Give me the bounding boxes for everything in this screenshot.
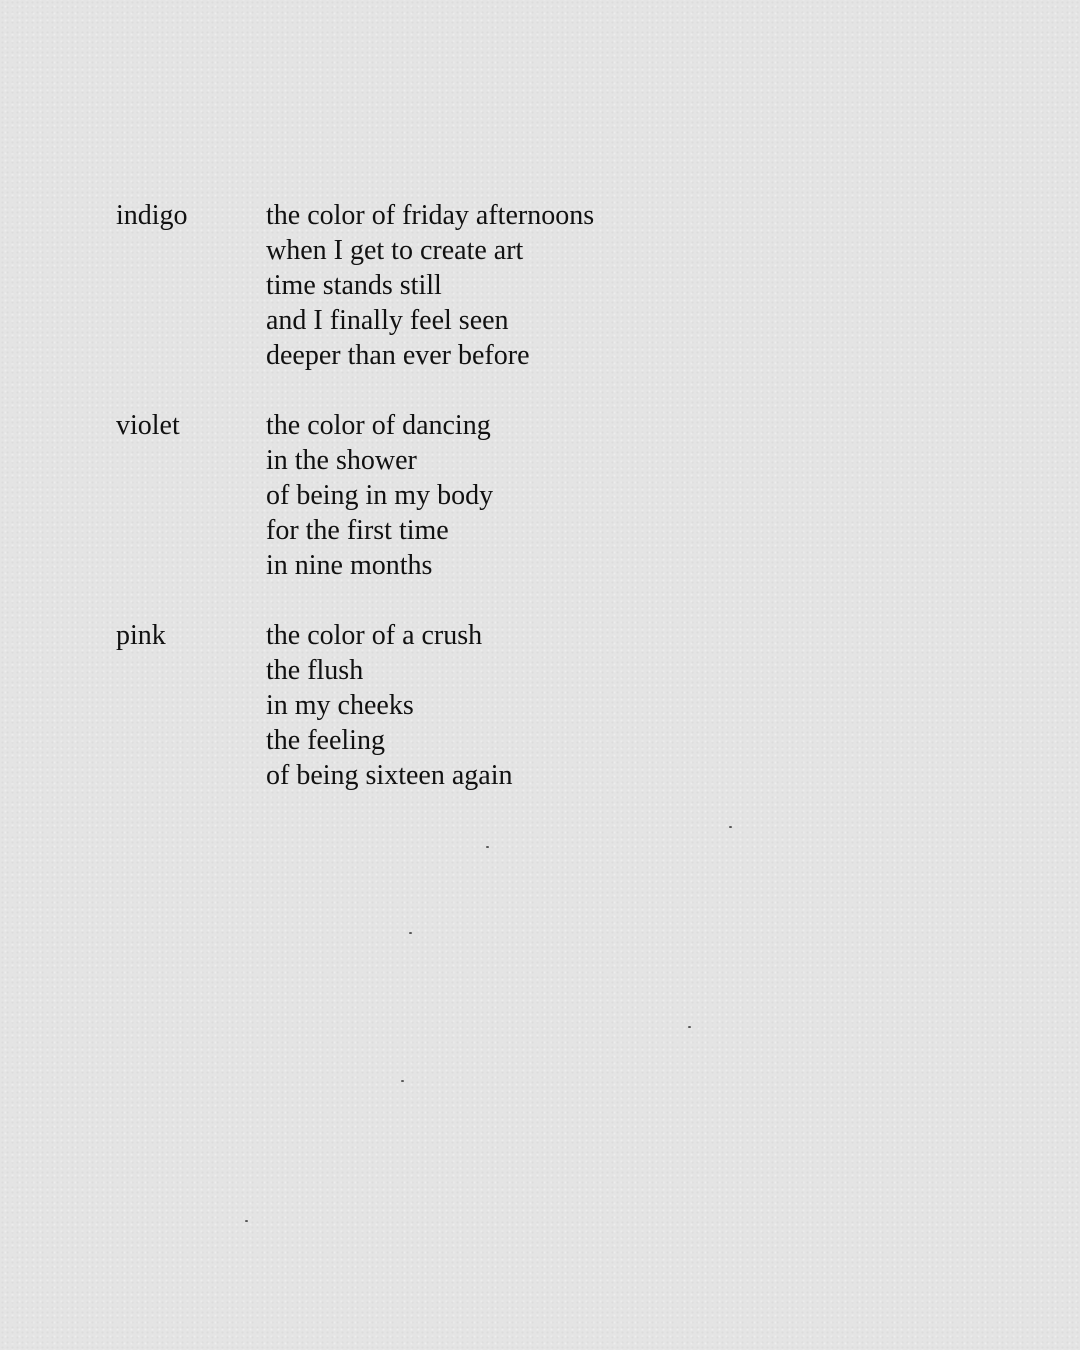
poem-line: and I finally feel seen [266,305,509,336]
poem-line: when I get to create art [266,235,524,266]
poem-line: time stands still [266,270,442,301]
paper-speck [729,826,732,828]
stanza-lines [266,618,512,793]
stanza-color-word: pink [116,620,166,651]
stanza-lines [266,198,594,373]
poem-line: the color of dancing [266,410,491,441]
paper-speck [401,1080,404,1082]
poem-line: in nine months [266,550,433,581]
paper-speck [409,932,412,934]
poem-line: of being in my body [266,480,494,511]
poem-line: for the first time [266,515,449,546]
poem-line: in my cheeks [266,690,414,721]
stanza-color-word: indigo [116,200,188,231]
paper-speck [486,846,489,848]
poem-line: of being sixteen again [266,760,513,791]
paper-speck [245,1220,248,1222]
poem-line: deeper than ever before [266,340,530,371]
poem-line: the color of friday afternoons [266,200,595,231]
stanza-lines [266,408,493,583]
poem-line: the flush [266,655,364,686]
poem-line: in the shower [266,445,417,476]
stanza-color-word: violet [116,410,180,441]
poem-line: the color of a crush [266,620,483,651]
poem-line: the feeling [266,725,385,756]
paper-speck [688,1026,691,1028]
